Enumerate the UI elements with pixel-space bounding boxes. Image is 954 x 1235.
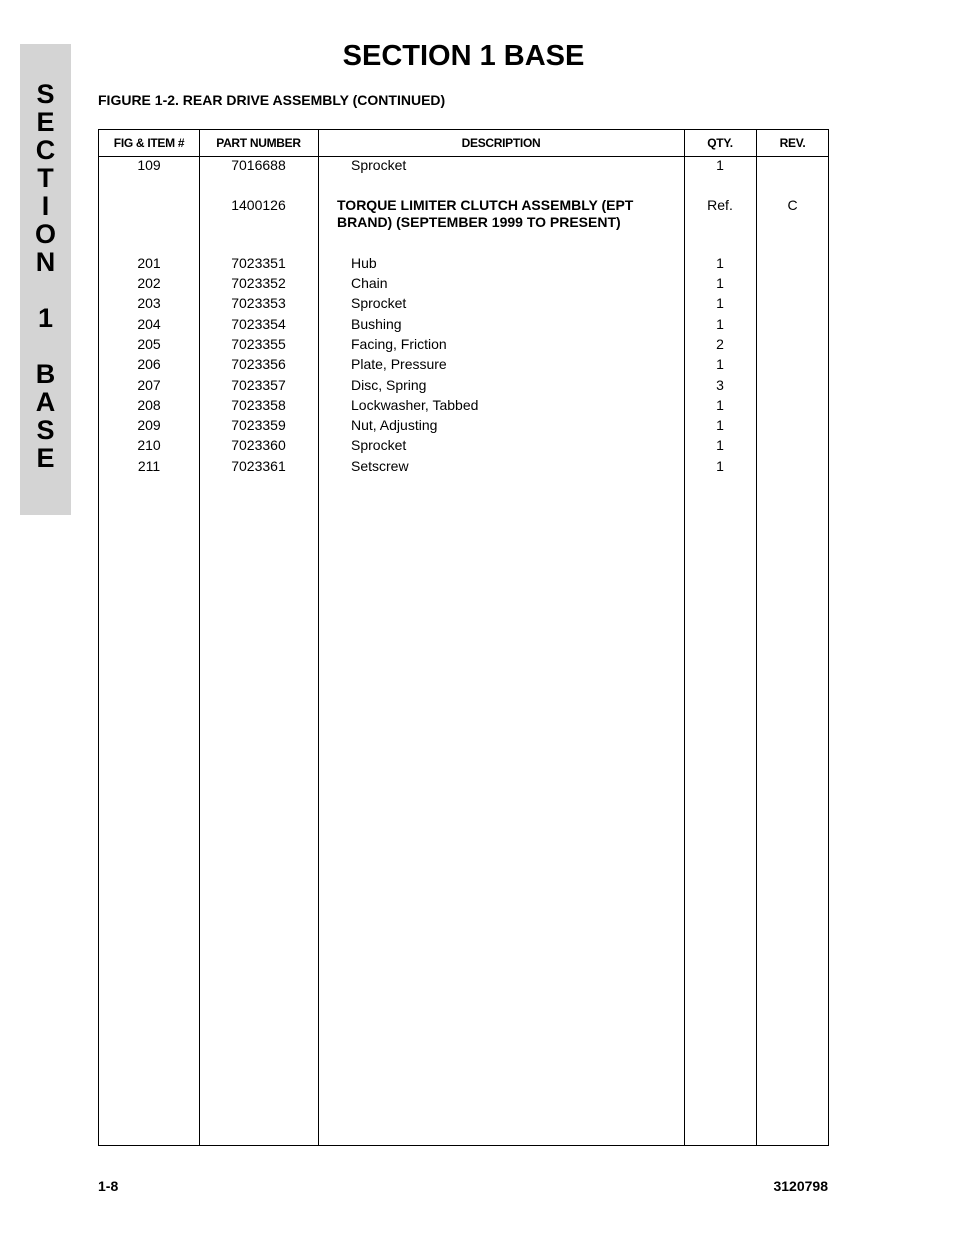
description-cell: Plate, Pressure xyxy=(351,356,447,372)
side-tab-letter: E xyxy=(36,107,55,137)
description-cell: Sprocket xyxy=(351,295,407,311)
part-number-cell: 7023359 xyxy=(231,417,286,433)
qty-cell: 1 xyxy=(716,437,724,453)
description-cell: Nut, Adjusting xyxy=(351,417,438,433)
column-divider xyxy=(756,130,757,1145)
side-tab-letter: C xyxy=(35,135,56,165)
fig-item-cell: 206 xyxy=(137,356,161,372)
column-divider xyxy=(318,130,319,1145)
side-tab-letter: E xyxy=(36,443,55,473)
side-tab-letter: B xyxy=(35,359,56,389)
description-cell: Chain xyxy=(351,275,388,291)
description-cell: Bushing xyxy=(351,316,402,332)
part-number-cell: 7023356 xyxy=(231,356,286,372)
fig-item-cell: 207 xyxy=(137,377,161,393)
side-tab-letter: I xyxy=(41,191,50,221)
column-header-rev: REV. xyxy=(779,136,806,150)
document-number: 3120798 xyxy=(773,1178,828,1194)
fig-item-cell: 203 xyxy=(137,295,161,311)
rev-cell: C xyxy=(787,197,798,213)
description-cell: Sprocket xyxy=(351,157,407,173)
description-cell: Hub xyxy=(351,255,377,271)
fig-item-cell: 202 xyxy=(137,275,161,291)
fig-item-cell: 201 xyxy=(137,255,161,271)
column-header-qty: QTY. xyxy=(707,136,733,150)
part-number-cell: 7023354 xyxy=(231,316,286,332)
qty-cell: 1 xyxy=(716,255,724,271)
description-cell: Lockwasher, Tabbed xyxy=(351,397,479,413)
column-header-part-number: PART NUMBER xyxy=(216,136,301,150)
fig-item-cell: 209 xyxy=(137,417,161,433)
description-cell: TORQUE LIMITER CLUTCH ASSEMBLY (EPT BRAND) (SEPTEMBER 1999 TO PRESENT) xyxy=(337,197,634,230)
side-tab-letter: A xyxy=(35,387,56,417)
page-number: 1-8 xyxy=(98,1178,119,1194)
fig-item-cell: 210 xyxy=(137,437,161,453)
qty-cell: 1 xyxy=(716,157,724,173)
side-tab-letter: S xyxy=(36,79,55,109)
qty-cell: 1 xyxy=(716,397,724,413)
qty-cell: 1 xyxy=(716,417,724,433)
fig-item-cell: 211 xyxy=(137,458,161,474)
part-number-cell: 7016688 xyxy=(231,157,286,173)
part-number-cell: 7023351 xyxy=(231,255,286,271)
section-side-tab xyxy=(20,44,71,515)
figure-title: FIGURE 1-2. REAR DRIVE ASSEMBLY (CONTINUED) xyxy=(98,92,446,108)
description-cell: Sprocket xyxy=(351,437,407,453)
qty-cell: Ref. xyxy=(707,197,733,213)
part-number-cell: 7023360 xyxy=(231,437,286,453)
qty-cell: 2 xyxy=(716,336,724,352)
part-number-cell: 1400126 xyxy=(231,197,286,213)
side-tab-letter: 1 xyxy=(37,303,54,333)
description-cell: Facing, Friction xyxy=(351,336,447,352)
fig-item-cell: 109 xyxy=(137,157,161,173)
fig-item-cell: 204 xyxy=(137,316,161,332)
qty-cell: 1 xyxy=(716,316,724,332)
section-title: SECTION 1 BASE xyxy=(342,40,585,72)
side-tab-letter: T xyxy=(37,163,54,193)
part-number-cell: 7023361 xyxy=(231,458,286,474)
part-number-cell: 7023353 xyxy=(231,295,286,311)
parts-table xyxy=(98,129,829,1146)
description-cell: Setscrew xyxy=(351,458,409,474)
qty-cell: 1 xyxy=(716,458,724,474)
qty-cell: 1 xyxy=(716,356,724,372)
part-number-cell: 7023355 xyxy=(231,336,286,352)
column-header-item: FIG & ITEM # xyxy=(113,136,185,150)
fig-item-cell: 205 xyxy=(137,336,161,352)
side-tab-letter: O xyxy=(34,219,56,249)
qty-cell: 3 xyxy=(716,377,724,393)
fig-item-cell: 208 xyxy=(137,397,161,413)
qty-cell: 1 xyxy=(716,275,724,291)
part-number-cell: 7023357 xyxy=(231,377,286,393)
qty-cell: 1 xyxy=(716,295,724,311)
part-number-cell: 7023352 xyxy=(231,275,286,291)
side-tab-letter: N xyxy=(35,247,56,277)
description-cell: Disc, Spring xyxy=(351,377,427,393)
part-number-cell: 7023358 xyxy=(231,397,286,413)
column-header-description: DESCRIPTION xyxy=(461,136,541,150)
side-tab-letter: S xyxy=(36,415,55,445)
